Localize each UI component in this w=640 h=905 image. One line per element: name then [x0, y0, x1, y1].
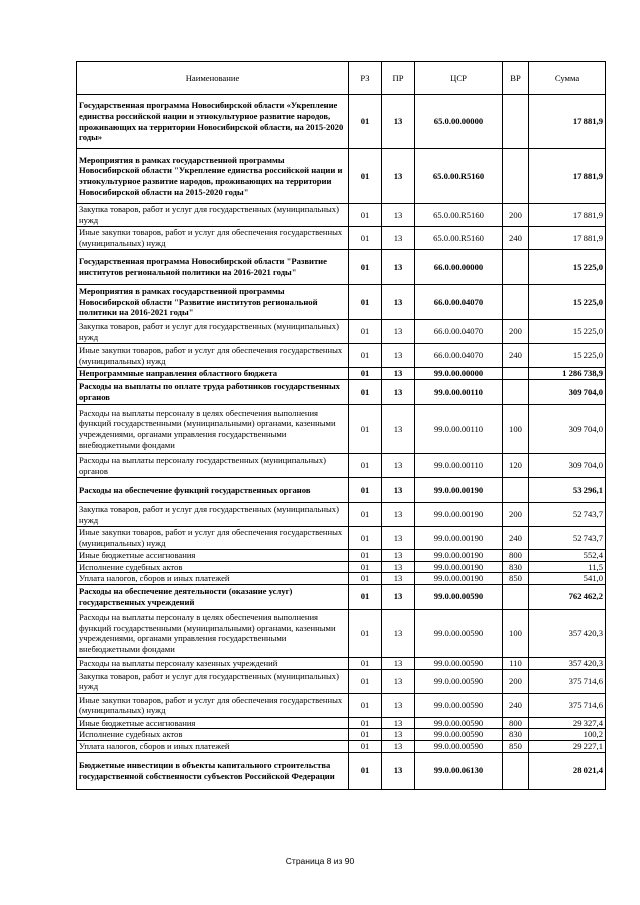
- row-pr-cell: 13: [382, 405, 415, 454]
- page-number: Страница 8 из 90: [285, 856, 355, 866]
- row-vr-cell: [503, 478, 529, 503]
- row-csr-cell: 99.0.00.06130: [415, 752, 503, 789]
- row-pr-cell: 13: [382, 693, 415, 717]
- row-name-cell: Непрограммные направления областного бюджета: [77, 368, 349, 380]
- row-name-cell: Закупка товаров, работ и услуг для государственных (муниципальных) нужд: [77, 204, 349, 227]
- row-vr-cell: 200: [503, 204, 529, 227]
- row-sum-cell: 100,2: [529, 729, 606, 741]
- row-rz-cell: 01: [349, 550, 382, 562]
- row-pr-cell: 13: [382, 729, 415, 741]
- row-pr-cell: 13: [382, 527, 415, 550]
- header-vr: ВР: [503, 62, 529, 95]
- table-row: [77, 609, 606, 657]
- row-rz-cell: 01: [349, 454, 382, 478]
- row-name-cell: Мероприятия в рамках государственной программы Новосибирской области "Укрепление единства российской нации и этнокультурное развитие народов, проживающих на территории Новосибирской области на 2015-2020 годы": [77, 149, 349, 204]
- row-sum-cell: 17 881,9: [529, 204, 606, 227]
- row-name-cell: Уплата налогов, сборов и иных платежей: [77, 740, 349, 752]
- row-vr-cell: 800: [503, 717, 529, 729]
- table-row: [77, 550, 606, 562]
- row-pr-cell: 13: [382, 285, 415, 320]
- row-sum-cell: 762 462,2: [529, 584, 606, 609]
- row-name-cell: Расходы на выплаты персоналу в целях обеспечения выполнения функций государственными (муниципальными) органами, казенными учреждениями, органами управления государственными внебюджетными фондами: [77, 609, 349, 657]
- row-pr-cell: 13: [382, 380, 415, 405]
- row-csr-cell: 66.0.00.04070: [415, 344, 503, 368]
- row-pr-cell: 13: [382, 454, 415, 478]
- row-name-cell: Государственная программа Новосибирской области "Развитие институтов региональной политики на 2016-2021 годы": [77, 250, 349, 285]
- row-rz-cell: 01: [349, 368, 382, 380]
- row-csr-cell: 66.0.00.04070: [415, 320, 503, 344]
- row-vr-cell: 240: [503, 227, 529, 250]
- row-sum-cell: 357 420,3: [529, 657, 606, 669]
- row-csr-cell: 99.0.00.00190: [415, 561, 503, 573]
- row-vr-cell: [503, 380, 529, 405]
- row-csr-cell: 66.0.00.04070: [415, 285, 503, 320]
- row-pr-cell: 13: [382, 752, 415, 789]
- row-pr-cell: 13: [382, 740, 415, 752]
- row-pr-cell: 13: [382, 478, 415, 503]
- row-sum-cell: 28 021,4: [529, 752, 606, 789]
- row-rz-cell: 01: [349, 561, 382, 573]
- row-sum-cell: 29 227,1: [529, 740, 606, 752]
- row-pr-cell: 13: [382, 657, 415, 669]
- table-row: [77, 503, 606, 527]
- row-rz-cell: 01: [349, 584, 382, 609]
- row-name-cell: Мероприятия в рамках государственной программы Новосибирской области "Развитие институтов региональной политики на 2016-2021 годы": [77, 285, 349, 320]
- table-row: [77, 405, 606, 454]
- row-rz-cell: 01: [349, 657, 382, 669]
- row-name-cell: Иные бюджетные ассигнования: [77, 717, 349, 729]
- row-name-cell: Расходы на выплаты персоналу казенных учреждений: [77, 657, 349, 669]
- row-csr-cell: 99.0.00.00000: [415, 368, 503, 380]
- row-sum-cell: 375 714,6: [529, 693, 606, 717]
- table-row: [77, 368, 606, 380]
- row-name-cell: Исполнение судебных актов: [77, 729, 349, 741]
- row-csr-cell: 65.0.00.R5160: [415, 204, 503, 227]
- row-csr-cell: 99.0.00.00110: [415, 405, 503, 454]
- row-rz-cell: 01: [349, 752, 382, 789]
- row-sum-cell: 15 225,0: [529, 320, 606, 344]
- table-row: [77, 561, 606, 573]
- table-row: [77, 740, 606, 752]
- row-csr-cell: 99.0.00.00590: [415, 657, 503, 669]
- row-rz-cell: 01: [349, 717, 382, 729]
- row-name-cell: Расходы на выплаты персоналу государственных (муниципальных) органов: [77, 454, 349, 478]
- row-csr-cell: 99.0.00.00190: [415, 503, 503, 527]
- row-rz-cell: 01: [349, 527, 382, 550]
- row-rz-cell: 01: [349, 320, 382, 344]
- row-rz-cell: 01: [349, 669, 382, 693]
- header-sum: Сумма: [529, 62, 606, 95]
- row-rz-cell: 01: [349, 478, 382, 503]
- row-vr-cell: 200: [503, 320, 529, 344]
- row-name-cell: Бюджетные инвестиции в объекты капитального строительства государственной собственности субъектов Российской Федерации: [77, 752, 349, 789]
- table-row: [77, 380, 606, 405]
- row-name-cell: Закупка товаров, работ и услуг для государственных (муниципальных) нужд: [77, 320, 349, 344]
- row-vr-cell: 240: [503, 693, 529, 717]
- row-vr-cell: 800: [503, 550, 529, 562]
- header-name: Наименование: [77, 62, 349, 95]
- row-csr-cell: 99.0.00.00190: [415, 527, 503, 550]
- row-vr-cell: 830: [503, 561, 529, 573]
- row-csr-cell: 99.0.00.00110: [415, 454, 503, 478]
- row-rz-cell: 01: [349, 227, 382, 250]
- row-rz-cell: 01: [349, 609, 382, 657]
- row-csr-cell: 99.0.00.00590: [415, 584, 503, 609]
- row-rz-cell: 01: [349, 503, 382, 527]
- row-rz-cell: 01: [349, 693, 382, 717]
- row-sum-cell: 29 327,4: [529, 717, 606, 729]
- row-sum-cell: 52 743,7: [529, 527, 606, 550]
- row-pr-cell: 13: [382, 584, 415, 609]
- row-sum-cell: 15 225,0: [529, 285, 606, 320]
- header-pr: ПР: [382, 62, 415, 95]
- table-row: [77, 344, 606, 368]
- row-name-cell: Иные закупки товаров, работ и услуг для обеспечения государственных (муниципальных) нужд: [77, 527, 349, 550]
- row-vr-cell: 850: [503, 740, 529, 752]
- table-row: [77, 693, 606, 717]
- row-pr-cell: 13: [382, 717, 415, 729]
- row-sum-cell: 17 881,9: [529, 149, 606, 204]
- row-pr-cell: 13: [382, 149, 415, 204]
- row-csr-cell: 99.0.00.00590: [415, 740, 503, 752]
- row-sum-cell: 17 881,9: [529, 227, 606, 250]
- row-sum-cell: 1 286 738,9: [529, 368, 606, 380]
- row-pr-cell: 13: [382, 503, 415, 527]
- row-rz-cell: 01: [349, 380, 382, 405]
- row-name-cell: Уплата налогов, сборов и иных платежей: [77, 573, 349, 585]
- row-rz-cell: 01: [349, 729, 382, 741]
- row-csr-cell: 99.0.00.00190: [415, 573, 503, 585]
- table-row: [77, 669, 606, 693]
- row-name-cell: Иные закупки товаров, работ и услуг для обеспечения государственных (муниципальных) нужд: [77, 227, 349, 250]
- row-vr-cell: 110: [503, 657, 529, 669]
- row-name-cell: Расходы на выплаты по оплате труда работников государственных органов: [77, 380, 349, 405]
- table-row: [77, 454, 606, 478]
- row-sum-cell: 541,0: [529, 573, 606, 585]
- table-row: [77, 227, 606, 250]
- table-header-row: [77, 62, 606, 95]
- row-rz-cell: 01: [349, 285, 382, 320]
- row-name-cell: Расходы на обеспечение деятельности (оказание услуг) государственных учреждений: [77, 584, 349, 609]
- row-sum-cell: 375 714,6: [529, 669, 606, 693]
- row-csr-cell: 99.0.00.00190: [415, 550, 503, 562]
- row-csr-cell: 99.0.00.00590: [415, 693, 503, 717]
- row-rz-cell: 01: [349, 149, 382, 204]
- table-row: [77, 752, 606, 789]
- row-name-cell: Закупка товаров, работ и услуг для государственных (муниципальных) нужд: [77, 669, 349, 693]
- table-row: [77, 204, 606, 227]
- row-sum-cell: 52 743,7: [529, 503, 606, 527]
- row-vr-cell: 830: [503, 729, 529, 741]
- row-sum-cell: 15 225,0: [529, 250, 606, 285]
- row-vr-cell: [503, 285, 529, 320]
- row-csr-cell: 99.0.00.00590: [415, 609, 503, 657]
- header-csr: ЦСР: [415, 62, 503, 95]
- row-sum-cell: 309 704,0: [529, 405, 606, 454]
- table-row: [77, 657, 606, 669]
- header-rz: РЗ: [349, 62, 382, 95]
- row-csr-cell: 99.0.00.00590: [415, 669, 503, 693]
- row-vr-cell: [503, 368, 529, 380]
- budget-table: [76, 61, 606, 790]
- table-row: [77, 573, 606, 585]
- row-csr-cell: 99.0.00.00590: [415, 729, 503, 741]
- row-rz-cell: 01: [349, 740, 382, 752]
- table-row: [77, 478, 606, 503]
- row-csr-cell: 66.0.00.00000: [415, 250, 503, 285]
- table-row: [77, 584, 606, 609]
- row-vr-cell: 240: [503, 344, 529, 368]
- row-csr-cell: 99.0.00.00590: [415, 717, 503, 729]
- row-vr-cell: [503, 752, 529, 789]
- row-sum-cell: 15 225,0: [529, 344, 606, 368]
- row-sum-cell: 17 881,9: [529, 95, 606, 149]
- row-csr-cell: 65.0.00.R5160: [415, 149, 503, 204]
- row-vr-cell: 240: [503, 527, 529, 550]
- row-rz-cell: 01: [349, 405, 382, 454]
- row-sum-cell: 309 704,0: [529, 454, 606, 478]
- row-vr-cell: 120: [503, 454, 529, 478]
- row-rz-cell: 01: [349, 573, 382, 585]
- row-name-cell: Исполнение судебных актов: [77, 561, 349, 573]
- row-vr-cell: [503, 250, 529, 285]
- row-pr-cell: 13: [382, 204, 415, 227]
- table-row: [77, 527, 606, 550]
- row-sum-cell: 11,5: [529, 561, 606, 573]
- row-pr-cell: 13: [382, 573, 415, 585]
- table-row: [77, 250, 606, 285]
- row-csr-cell: 99.0.00.00110: [415, 380, 503, 405]
- row-pr-cell: 13: [382, 669, 415, 693]
- row-name-cell: Иные закупки товаров, работ и услуг для обеспечения государственных (муниципальных) нужд: [77, 693, 349, 717]
- row-pr-cell: 13: [382, 227, 415, 250]
- row-name-cell: Расходы на обеспечение функций государственных органов: [77, 478, 349, 503]
- row-name-cell: Закупка товаров, работ и услуг для государственных (муниципальных) нужд: [77, 503, 349, 527]
- row-vr-cell: [503, 584, 529, 609]
- row-vr-cell: [503, 149, 529, 204]
- row-rz-cell: 01: [349, 344, 382, 368]
- table-row: [77, 149, 606, 204]
- row-rz-cell: 01: [349, 250, 382, 285]
- row-vr-cell: 850: [503, 573, 529, 585]
- table-row: [77, 320, 606, 344]
- row-csr-cell: 65.0.00.00000: [415, 95, 503, 149]
- row-name-cell: Иные бюджетные ассигнования: [77, 550, 349, 562]
- table-row: [77, 717, 606, 729]
- row-sum-cell: 357 420,3: [529, 609, 606, 657]
- row-pr-cell: 13: [382, 609, 415, 657]
- row-pr-cell: 13: [382, 368, 415, 380]
- row-csr-cell: 65.0.00.R5160: [415, 227, 503, 250]
- row-csr-cell: 99.0.00.00190: [415, 478, 503, 503]
- table-row: [77, 729, 606, 741]
- row-name-cell: Иные закупки товаров, работ и услуг для обеспечения государственных (муниципальных) нужд: [77, 344, 349, 368]
- row-pr-cell: 13: [382, 344, 415, 368]
- row-sum-cell: 53 296,1: [529, 478, 606, 503]
- row-vr-cell: 200: [503, 669, 529, 693]
- row-vr-cell: 100: [503, 405, 529, 454]
- row-pr-cell: 13: [382, 561, 415, 573]
- row-vr-cell: 200: [503, 503, 529, 527]
- row-name-cell: Государственная программа Новосибирской области «Укрепление единства российской нации и этнокультурное развитие народов, проживающих на территории Новосибирской области, на 2015-2020 годы»: [77, 95, 349, 149]
- row-pr-cell: 13: [382, 250, 415, 285]
- row-sum-cell: 309 704,0: [529, 380, 606, 405]
- row-rz-cell: 01: [349, 204, 382, 227]
- row-vr-cell: 100: [503, 609, 529, 657]
- row-sum-cell: 552,4: [529, 550, 606, 562]
- row-pr-cell: 13: [382, 95, 415, 149]
- row-name-cell: Расходы на выплаты персоналу в целях обеспечения выполнения функций государственными (муниципальными) органами, казенными учреждениями, органами управления государственными внебюджетными фондами: [77, 405, 349, 454]
- row-rz-cell: 01: [349, 95, 382, 149]
- table-row: [77, 285, 606, 320]
- row-vr-cell: [503, 95, 529, 149]
- row-pr-cell: 13: [382, 320, 415, 344]
- table-row: [77, 95, 606, 149]
- row-pr-cell: 13: [382, 550, 415, 562]
